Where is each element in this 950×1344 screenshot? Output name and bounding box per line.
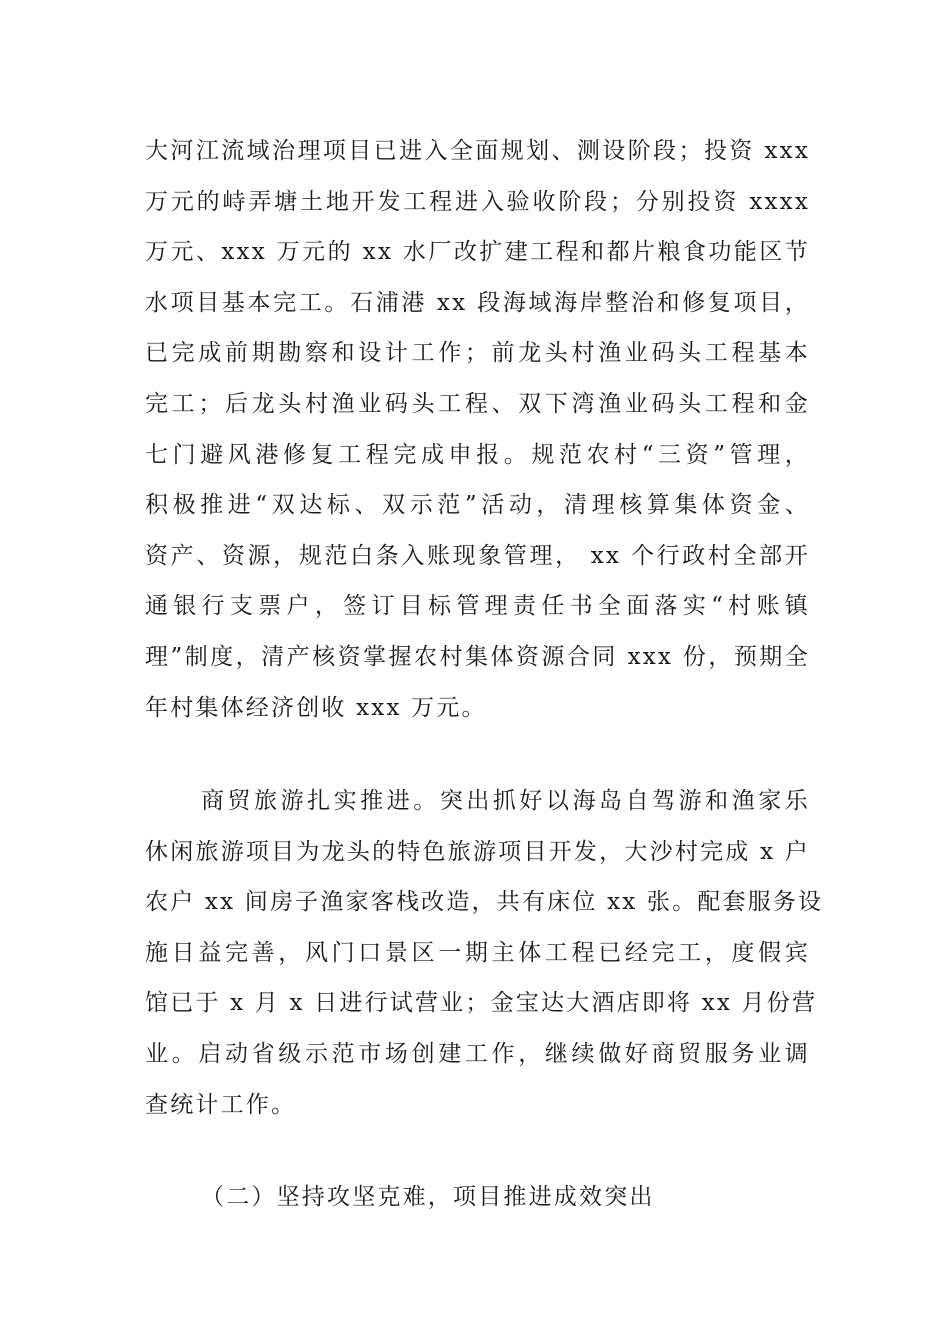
- paragraph-line: 施日益完善，风门口景区一期主体工程已经完工，度假宾: [145, 939, 810, 966]
- paragraph-line: 大河江流域治理项目已进入全面规划、测设阶段；投资 xxx: [145, 138, 810, 164]
- paragraph-line: 查统计工作。: [145, 1091, 297, 1118]
- paragraph-line: 资产、资源，规范白条入账现象管理， xx 个行政村全部开: [145, 542, 810, 569]
- paragraph-line: 理”制度，清产核资掌握农村集体资源合同 xxx 份，预期全: [145, 643, 810, 670]
- paragraph-line: 农户 xx 间房子渔家客栈改造，共有床位 xx 张。配套服务设: [145, 889, 824, 916]
- paragraph-line: 商贸旅游扎实推进。突出抓好以海岛自驾游和渔家乐: [201, 788, 810, 814]
- paragraph-line: 七门避风港修复工程完成申报。规范农村“三资”管理，: [145, 441, 810, 468]
- paragraph-line: 完工；后龙头村渔业码头工程、双下湾渔业码头工程和金: [145, 390, 810, 417]
- paragraph-line: 已完成前期勘察和设计工作；前龙头村渔业码头工程基本: [145, 340, 810, 367]
- section-heading: [145, 1172, 810, 1223]
- paragraph-line: 通银行支票户，签订目标管理责任书全面落实“村账镇: [145, 593, 810, 620]
- paragraph-line: 万元的峙弄塘土地开发工程进入验收阶段；分别投资 xxxx: [145, 188, 810, 215]
- paragraph-line: 万元、xxx 万元的 xx 水厂改扩建工程和都片粮食功能区节: [145, 239, 810, 266]
- paragraph-line: 积极推进“双达标、双示范”活动，清理核算集体资金、: [145, 492, 810, 519]
- paragraph-water-projects: [145, 126, 810, 733]
- paragraph-commerce-tourism: [145, 776, 824, 1130]
- paragraph-line: 休闲旅游项目为龙头的特色旅游项目开发，大沙村完成 x 户: [145, 838, 810, 865]
- paragraph-line: 年村集体经济创收 xxx 万元。: [145, 694, 487, 721]
- paragraph-line: 业。启动省级示范市场创建工作，继续做好商贸服务业调: [145, 1040, 810, 1067]
- paragraph-line: 水项目基本完工。石浦港 xx 段海域海岸整治和修复项目，: [145, 289, 810, 316]
- paragraph-line: 馆已于 x 月 x 日进行试营业；金宝达大酒店即将 xx 月份营: [145, 990, 818, 1017]
- section-heading-text: （二）坚持攻坚克难，项目推进成效突出: [201, 1184, 655, 1210]
